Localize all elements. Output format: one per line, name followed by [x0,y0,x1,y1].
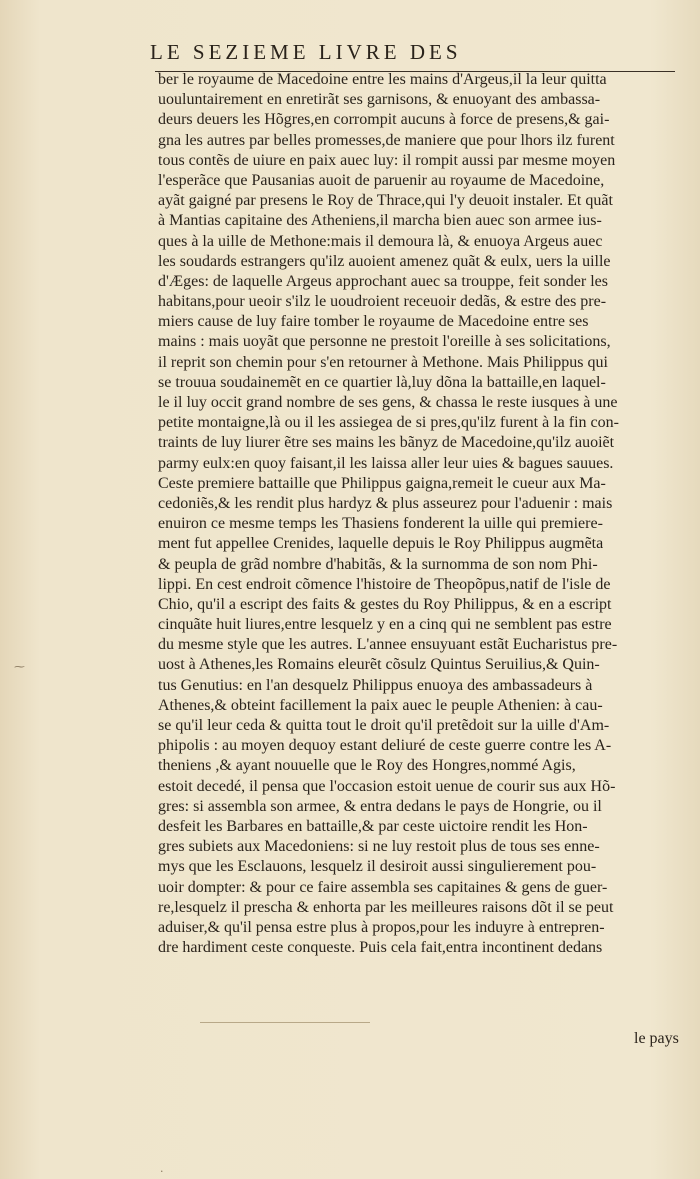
text-line: aduiser,& qu'il pensa estre plus à propos,pour les induyre à entrepren- [158,918,605,936]
text-line: se trouua soudainemẽt en ce quartier là,luy dõna la battaille,en laquel- [158,373,606,391]
text-line: Chio, qu'il a escript des faits & gestes du Roy Philippus, & en a escript [158,595,612,613]
body-text [158,70,683,958]
text-line: ques à la uille de Methone:mais il demoura là, & enuoya Argeus auec [158,232,603,250]
text-line: Athenes,& obteint facillement la paix auec le peuple Athenien: à cau- [158,696,603,714]
text-line: tous contẽs de uiure en paix auec luy: il rompit aussi par mesme moyen [158,151,616,169]
text-line: d'Æges: de laquelle Argeus approchant auec sa trouppe, feit sonder les [158,272,608,290]
text-line: l'esperãce que Pausanias auoit de paruenir au royaume de Macedoine, [158,171,605,189]
text-line: cedoniẽs,& les rendit plus hardyz & plus asseurez pour l'aduenir : mais [158,494,613,512]
text-line: theniens ,& ayant nouuelle que le Roy des Hongres,nommé Agis, [158,757,576,775]
text-line: miers cause de luy faire tomber le royaume de Macedoine entre ses [158,313,589,331]
text-line: desfeit les Barbares en battaille,& par ceste uictoire rendit les Hon- [158,817,588,835]
running-head: LE SEZIEME LIVRE DES [150,40,462,64]
catchword: le pays [634,1030,679,1047]
text-line: gres subiets aux Macedoniens: si ne luy restoit plus de tous ses enne- [158,838,600,856]
text-line: estoit decedé, il pensa que l'occasion estoit uenue de courir sus aux Hõ- [158,777,616,795]
text-line: uoir dompter: & pour ce faire assembla ses capitaines & gens de guer- [158,878,608,896]
text-line: dre hardiment ceste conqueste. Puis cela fait,entra incontinent dedans [158,939,603,957]
text-line: se qu'il leur ceda & quitta tout le droit qu'il pretẽdoit sur la uille d'Am- [158,717,610,734]
text-line: ment fut appellee Crenides, laquelle depuis le Roy Philippus augmẽta [158,535,604,553]
text-line: Ceste premiere battaille que Philippus gaigna,remeit le cueur aux Ma- [158,474,606,492]
text-line: uost à Athenes,les Romains eleurẽt cõsulz Quintus Seruilius,& Quin- [158,656,600,674]
text-line: mains : mais uoyãt que personne ne prestoit l'oreille à ses solicitations, [158,333,611,351]
text-line: lippi. En cest endroit cõmence l'histoire de Theopõpus,natif de l'isle de [158,575,611,593]
footer-rule [200,1022,370,1023]
text-line: re,lesquelz il prescha & enhorta par les meilleures raisons dõt il se peut [158,898,614,916]
text-line: tus Genutius: en l'an desquelz Philippus enuoya des ambassadeurs à [158,676,593,694]
margin-mark: · [160,1165,164,1178]
text-line: le il luy occit grand nombre de ses gens, & chassa le reste iusques à une [158,394,618,411]
text-line: à Mantias capitaine des Atheniens,il marcha bien auec son armee ius- [158,212,602,230]
text-line: gres: si assembla son armee, & entra dedans le pays de Hongrie, ou il [158,797,602,815]
text-line: mys que les Esclauons, lesquelz il desiroit aussi singulierement pou- [158,858,597,876]
text-line: les soudards estrangers qu'ilz auoient amenez quãt & eulx, uers la uille [158,252,611,270]
text-line: enuiron ce mesme temps les Thasiens fonderent la uille qui premiere- [158,515,603,533]
text-line: il reprit son chemin pour s'en retourner à Methone. Mais Philippus qui [158,353,608,371]
text-line: uouluntairement en enretirãt ses garnisons, & enuoyant des ambassa- [158,91,601,109]
text-line: ber le royaume de Macedoine entre les mains d'Argeus,il la leur quitta [158,71,607,88]
text-line: parmy eulx:en quoy faisant,il les laissa aller leur uies & bagues sauues. [158,454,614,472]
margin-mark: ⁓ [14,660,25,673]
text-line: deurs deuers les Hõgres,en corrompit aucuns à force de presens,& gai- [158,111,610,129]
text-line: & peupla de grãd nombre d'habitãs, & la surnomma de son nom Phi- [158,555,598,573]
text-line: cinquãte huit liures,entre lesquelz y en a cinq qui ne semblent pas estre [158,616,612,634]
text-line: phipolis : au moyen dequoy estant deliuré de ceste guerre contre les A- [158,737,612,755]
text-line: habitans,pour ueoir s'ilz le uoudroient receuoir dedãs, & estre des pre- [158,293,607,311]
text-line: traints de luy liurer ẽtre ses mains les bãnyz de Macedoine,qu'ilz auoiẽt [158,434,615,452]
text-line: gna les autres par belles promesses,de maniere que pour lhors ilz furent [158,131,615,149]
text-line: du mesme style que les autres. L'annee ensuyuant estãt Eucharistus pre- [158,636,618,654]
text-line: ayãt gaigné par presens le Roy de Thrace,qui l'y deuoit instaler. Et quãt [158,192,613,210]
text-line: petite montaigne,là ou il les assiegea de si pres,qu'ilz furent à la fin con- [158,414,619,432]
